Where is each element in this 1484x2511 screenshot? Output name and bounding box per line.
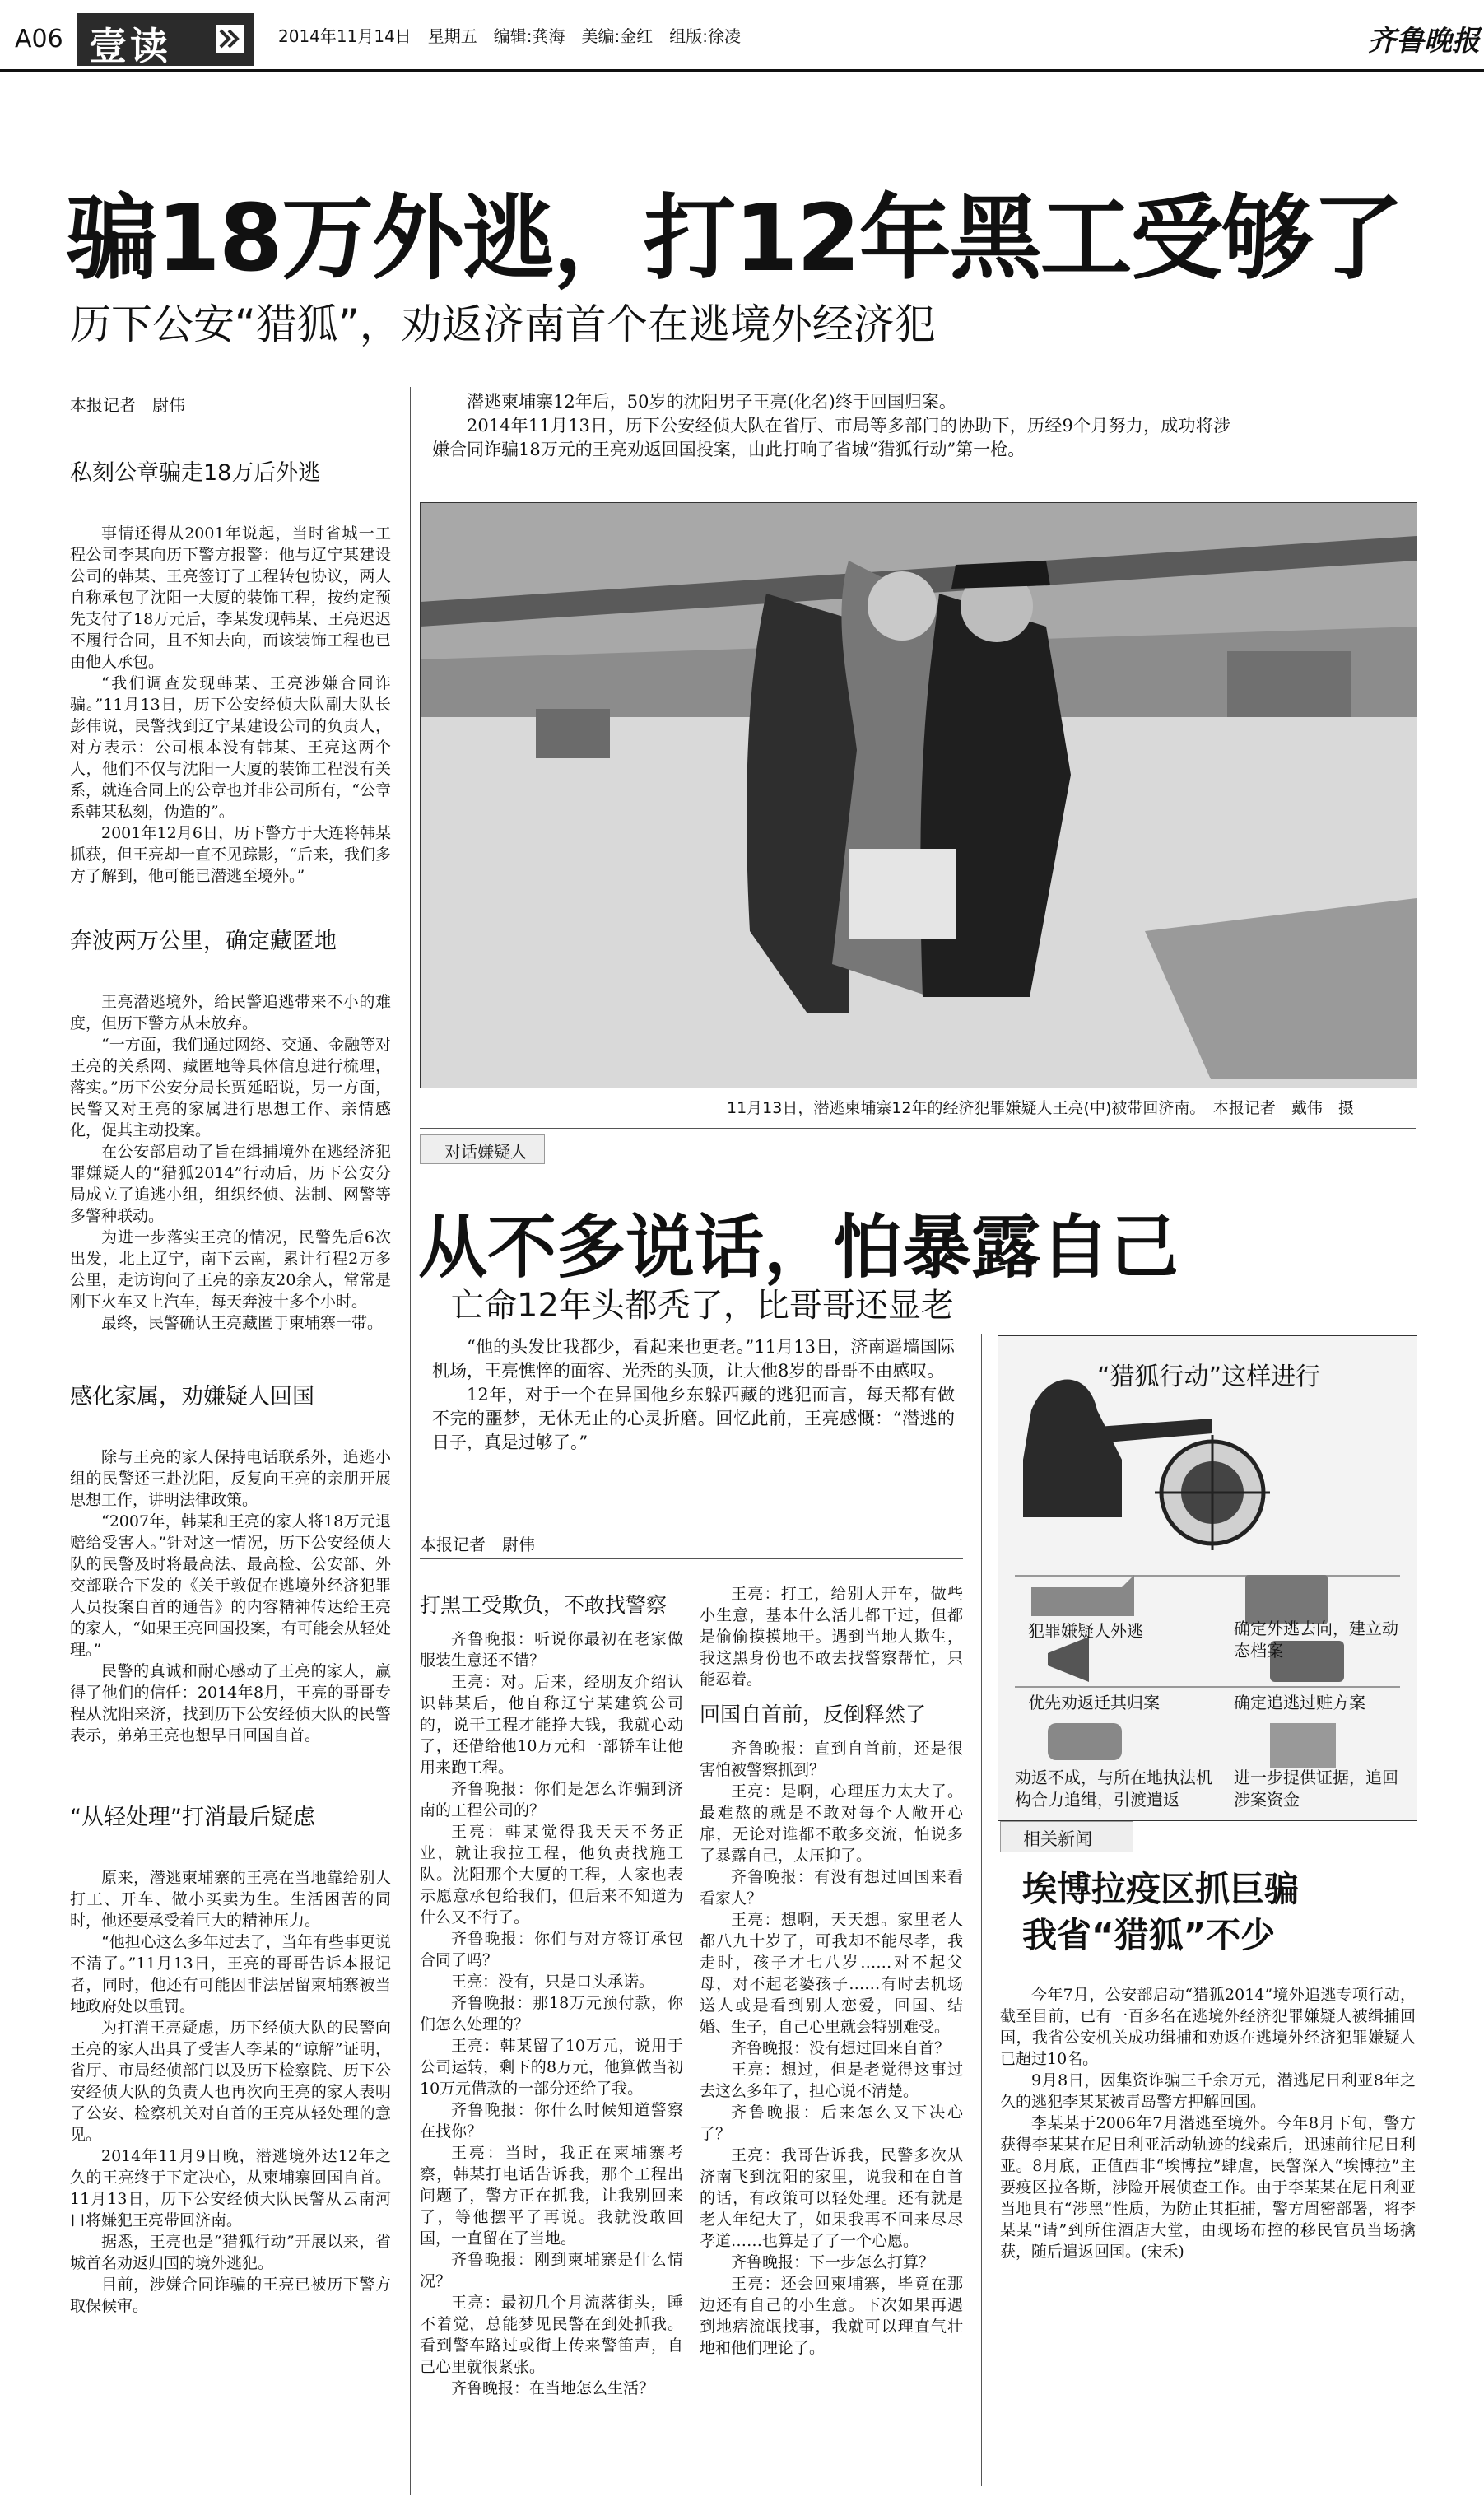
lead-paragraph xyxy=(432,390,1230,462)
qa-line: 王亮：当时，我正在柬埔寨考察，韩某打电话告诉我，那个工程出问题了，警方正在抓我，让我别回来了，等他摆平了再说。我就没敢回国，一直留在了当地。 xyxy=(420,2144,683,2248)
related-headline-1: 埃博拉疫区抓巨骗 xyxy=(1022,1869,1300,1909)
section-heading: 奔波两万公里，确定藏匿地 xyxy=(70,929,337,954)
paragraph: 2014年11月9日晚，潜逃境外达12年之久的王亮终于下定决心，从柬埔寨回国自首。11月13日，历下公安经侦大队民警从云南河口将嫌犯王亮带回济南。 xyxy=(70,2147,391,2229)
section-arrow-icon xyxy=(216,25,244,53)
news-photo xyxy=(420,502,1417,1088)
qa-heading: 回国自首前，反倒释然了 xyxy=(700,1703,927,1726)
paragraph: 为打消王亮疑虑，历下经侦大队的民警向王亮的家人出具了受害人李某的“谅解”证明，省厅、市局经侦部门以及历下检察院、历下公安经侦大队的负责人也再次向王亮的家人表明了公安、检察机关对自首的王亮从轻处理的意见。 xyxy=(70,2019,391,2144)
intro-rule xyxy=(420,1558,963,1559)
qa-line: 齐鲁晚报：刚到柬埔寨是什么情况？ xyxy=(420,2251,683,2290)
photo-scene xyxy=(421,503,1417,1088)
photo-caption: 11月13日，潜逃柬埔寨12年的经济犯罪嫌疑人王亮(中)被带回济南。 本报记者 戴伟 摄 xyxy=(727,1099,1354,1117)
flow-step: 确定外逃去向，建立动态档案 xyxy=(1234,1619,1398,1661)
flow-step: 优先劝返迁其归案 xyxy=(1028,1693,1160,1712)
paragraph: “他的头发比我都少，看起来也更老。”11月13日，济南遥墙国际机场，王亮憔悴的面容、光秃的头顶，让大他8岁的哥哥不由感叹。 xyxy=(432,1337,955,1381)
paragraph: 李某某于2006年7月潜逃至境外。今年8月下旬，警方获得李某某在尼日利亚活动轨迹的线索后，迅速前往尼日利亚。8月底，正值西非“埃博拉”肆虐，民警深入“埃博拉”主要疫区拉各斯，涉险开展侦查工作。由于李某某在尼日利亚当地具有“涉黑”性质，为防止其拒捕，警方周密部署，将李某某“请”到所住酒店大堂，由现场布控的移民官员当场擒获，随后遣返回国。(宋禾) xyxy=(1000,2114,1416,2261)
qa-line: 王亮：最初几个月流落街头，睡不着觉，总能梦见民警在到处抓我。看到警车路过或街上传来警笛声，自己心里就很紧张。 xyxy=(420,2294,683,2376)
section-heading: “从轻处理”打消最后疑虑 xyxy=(70,1805,315,1830)
qa-line: 王亮：没有，只是口头承诺。 xyxy=(451,1973,655,1991)
hunting-fox-illustration xyxy=(998,1335,1417,1821)
qa-line: 齐鲁晚报：听说你最初在老家做服装生意还不错？ xyxy=(420,1630,683,1670)
qa-line: 王亮：韩某留了10万元，说用于公司运转，剩下的8万元，他算做当初10万元借款的一部分还给了我。 xyxy=(420,2037,683,2098)
flow-step: 进一步提供证据，追回涉案资金 xyxy=(1234,1768,1398,1810)
qa-line: 齐鲁晚报：在当地怎么生活？ xyxy=(451,2379,655,2397)
qa-line: 齐鲁晚报：下一步怎么打算？ xyxy=(731,2253,935,2271)
paragraph: 2014年11月13日，历下公安经侦大队在省厅、市局等多部门的协助下，历经9个月努力，成功将涉嫌合同诈骗18万元的王亮劝返回国投案，由此打响了省城“猎狐行动”第一枪。 xyxy=(432,416,1230,459)
header-rule xyxy=(0,69,1484,72)
qa-line: 齐鲁晚报：有没有想过回国来看看家人？ xyxy=(700,1868,963,1908)
paragraph: 9月8日，因集资诈骗三千余万元，潜逃尼日利亚8年之久的逃犯李某某被青岛警方押解回国。 xyxy=(1000,2071,1416,2111)
paragraph: 2001年12月6日，历下警方于大连将韩某抓获，但王亮却一直不见踪影，“后来，我们多方了解到，他可能已潜逃至境外。” xyxy=(70,824,391,885)
flow-step: 犯罪嫌疑人外逃 xyxy=(1028,1621,1143,1641)
paragraph: 潜逃柬埔寨12年后，50岁的沈阳男子王亮(化名)终于回国归案。 xyxy=(467,392,956,412)
interview-tag-label: 对话嫌疑人 xyxy=(444,1142,527,1162)
illustration-title: “猎狐行动”这样进行 xyxy=(1097,1363,1321,1391)
section-heading: 私刻公章骗走18万后外逃 xyxy=(70,460,321,486)
qa-line: 王亮：想过，但是老觉得这事过去这么多年了，担心说不清楚。 xyxy=(700,2061,963,2100)
paragraph: 最终，民警确认王亮藏匿于柬埔寨一带。 xyxy=(101,1314,384,1332)
qa-line: 王亮：对。后来，经朋友介绍认识韩某后，他自称辽宁某建筑公司的，说干工程才能挣大钱，我就心动了，还借给他10万元和一部轿车让他用来跑工程。 xyxy=(420,1673,683,1777)
section-body xyxy=(70,523,391,887)
story-left-column xyxy=(70,454,391,2317)
qa-line: 齐鲁晚报：你们与对方签订承包合同了吗？ xyxy=(420,1930,683,1969)
qa-line: 齐鲁晚报：那18万元预付款，你们怎么处理的？ xyxy=(420,1994,683,2033)
column-divider xyxy=(410,387,411,2495)
paragraph: 12年，对于一个在异国他乡东躲西藏的逃犯而言，每天都有做不完的噩梦，无休无止的心灵折磨。回忆此前，王亮感慨：“潜逃的日子，真是过够了。” xyxy=(432,1385,955,1452)
paragraph: 为进一步落实王亮的情况，民警先后6次出发，北上辽宁，南下云南，累计行程2万多公里，走访询问了王亮的亲友20余人，常常是刚下火车又上汽车，每天奔波十多个小时。 xyxy=(70,1228,391,1311)
paragraph: 事情还得从2001年说起，当时省城一工程公司李某向历下警方报警：他与辽宁某建设公司的韩某、王亮签订了工程转包协议，两人自称承包了沈阳一大厦的装饰工程，按约定预先支付了18万元后，李某发现韩某、王亮迟迟不履行合同，且不知去向，而该装饰工程也已由他人承包。 xyxy=(70,524,391,671)
paragraph: 除与王亮的家人保持电话联系外，追逃小组的民警还三赴沈阳，反复向王亮的亲朋开展思想工作，讲明法律政策。 xyxy=(70,1448,391,1509)
qa-heading: 打黑工受欺负，不敢找警察 xyxy=(420,1593,668,1617)
qa-line: 齐鲁晚报：后来怎么又下决心了？ xyxy=(700,2103,963,2143)
interview-headline: 从不多说话，怕暴露自己 xyxy=(418,1207,1179,1288)
paragraph: “他担心这么多年过去了，当年有些事更说不清了。”11月13日，王亮的哥哥告诉本报记者，同时，他还有可能因非法居留柬埔寨被当地政府处以重罚。 xyxy=(70,1933,391,2015)
related-headline-2: 我省“猎狐”不少 xyxy=(1022,1915,1276,1955)
qa-body xyxy=(700,1583,963,1690)
flow-step: 劝返不成，与所在地执法机构合力追缉，引渡遣返 xyxy=(1015,1768,1212,1810)
column-divider xyxy=(981,1334,982,2486)
qa-line: 王亮：韩某觉得我天天不务正业，就让我拉工程，他负责找施工队。沈阳那个大厦的工程，人家也表示愿意承包给我们，但后来不知道为什么又不行了。 xyxy=(420,1823,683,1926)
interview-col1 xyxy=(420,1589,683,2399)
paragraph: “一方面，我们通过网络、交通、金融等对王亮的关系网、藏匿地等具体信息进行梳理，落实。”历下公安分局长贾延昭说，另一方面，民警又对王亮的家属进行思想工作、亲情感化，促其主动投案。 xyxy=(70,1036,391,1139)
paragraph: 民警的真诚和耐心感动了王亮的家人，赢得了他们的信任：2014年8月，王亮的哥哥专程从沈阳来济，找到历下公安经侦大队的民警表示，弟弟王亮也想早日回国自首。 xyxy=(70,1662,391,1745)
section-body xyxy=(70,1447,391,1746)
related-tag-label: 相关新闻 xyxy=(1023,1829,1092,1849)
qa-line: 齐鲁晚报：直到自首前，还是很害怕被警察抓到？ xyxy=(700,1740,963,1779)
qa-body xyxy=(700,1738,963,2359)
main-byline: 本报记者 尉伟 xyxy=(70,395,185,415)
qa-line: 王亮：是啊，心理压力太大了。最难熬的就是不敢对每个人敞开心扉，无论对谁都不敢多交流，怕说多了暴露自己，太压抑了。 xyxy=(700,1782,963,1865)
qa-line: 王亮：还会回柬埔寨，毕竟在那边还有自己的小生意。下次如果再遇到地痞流氓找事，我就可以理直气壮地和他们理论了。 xyxy=(700,2275,963,2357)
interview-subheadline: 亡命12年头都秃了，比哥哥还显老 xyxy=(451,1287,954,1325)
qa-body xyxy=(420,1628,683,2399)
masthead-logo: 齐鲁晚报 xyxy=(1368,25,1480,58)
qa-line: 王亮：打工，给别人开车，做些小生意，基本什么活儿都干过，但都是偷偷摸摸地干。遇到当地人欺生，我这黑身份也不敢去找警察帮忙，只能忍着。 xyxy=(700,1585,963,1689)
qa-line: 齐鲁晚报：你什么时候知道警察在找你？ xyxy=(420,2101,683,2141)
paragraph: “我们调查发现韩某、王亮涉嫌合同诈骗。”11月13日，历下公安经侦大队副大队长彭伟说，民警找到辽宁某建设公司的负责人，对方表示：公司根本没有韩某、王亮这两个人，他们不仅与沈阳一大厦的装饰工程没有关系，就连合同上的公章也并非公司所有，“公章系韩某私刻，伪造的”。 xyxy=(70,674,391,821)
main-headline: 骗18万外逃，打12年黑工受够了 xyxy=(66,185,1403,292)
section-rule xyxy=(420,1128,1416,1129)
qa-line: 齐鲁晚报：你们是怎么诈骗到济南的工程公司的？ xyxy=(420,1780,683,1819)
paragraph: 据悉，王亮也是“猎狐行动”开展以来，省城首名劝返归国的境外逃犯。 xyxy=(70,2233,391,2272)
paragraph: 目前，涉嫌合同诈骗的王亮已被历下警方取保候审。 xyxy=(70,2276,391,2315)
interview-byline: 本报记者 尉伟 xyxy=(420,1535,535,1554)
section-title: 壹读 xyxy=(89,24,171,68)
issue-meta: 2014年11月14日 星期五 编辑:龚海 美编:金红 组版:徐凌 xyxy=(278,26,742,46)
section-heading: 感化家属，劝嫌疑人回国 xyxy=(70,1384,314,1409)
qa-line: 王亮：我哥告诉我，民警多次从济南飞到沈阳的家里，说我和在自首的话，有政策可以轻处理。还有就是老人年纪大了，如果我再不回来尽尽孝道……也算是了了一个心愿。 xyxy=(700,2146,963,2250)
related-body xyxy=(1000,1984,1416,2262)
main-subheadline: 历下公安“猎狐”，劝返济南首个在逃境外经济犯 xyxy=(70,300,936,348)
page-number: A06 xyxy=(15,25,63,54)
illustration-art xyxy=(998,1336,1417,1820)
section-body xyxy=(70,1867,391,2317)
qa-line: 齐鲁晚报：没有想过回来自首？ xyxy=(731,2039,951,2057)
paragraph: 今年7月，公安部启动“猎狐2014”境外追逃专项行动，截至目前，已有一百多名在逃境外经济犯罪嫌疑人被缉捕回国，我省公安机关成功缉捕和劝返在逃境外经济犯罪嫌疑人已超过10名。 xyxy=(1000,1986,1416,2068)
paragraph: 在公安部启动了旨在缉捕境外在逃经济犯罪嫌疑人的“猎狐2014”行动后，历下公安分局成立了追逃小组，组织经侦、法制、网警等多警种联动。 xyxy=(70,1143,391,1225)
paragraph: 王亮潜逃境外，给民警追逃带来不小的难度，但历下警方从未放弃。 xyxy=(70,993,391,1032)
paragraph: “2007年，韩某和王亮的家人将18万元退赔给受害人。”针对这一情况，历下公安经侦大队的民警及时将最高法、最高检、公安部、外交部联合下发的《关于敦促在逃境外经济犯罪人员投案自首的通告》的内容精神传达给王亮的家人，“如果王亮回国投案，有可能会从轻处理。” xyxy=(70,1512,391,1659)
interview-col2 xyxy=(700,1583,963,2359)
flow-step: 确定追逃过赃方案 xyxy=(1234,1693,1365,1712)
paragraph: 原来，潜逃柬埔寨的王亮在当地靠给别人打工、开车、做小买卖为生。生活困苦的同时，他还要承受着巨大的精神压力。 xyxy=(70,1869,391,1930)
section-body xyxy=(70,991,391,1334)
qa-line: 王亮：想啊，天天想。家里老人都八九十岁了，可我却不能尽孝，我走时，孩子才七八岁……对不起父母，对不起老婆孩子……有时去机场送人或是看到别人恋爱，回国、结婚、生子，自己心里就会特别难受。 xyxy=(700,1911,963,2036)
interview-intro xyxy=(432,1335,955,1455)
